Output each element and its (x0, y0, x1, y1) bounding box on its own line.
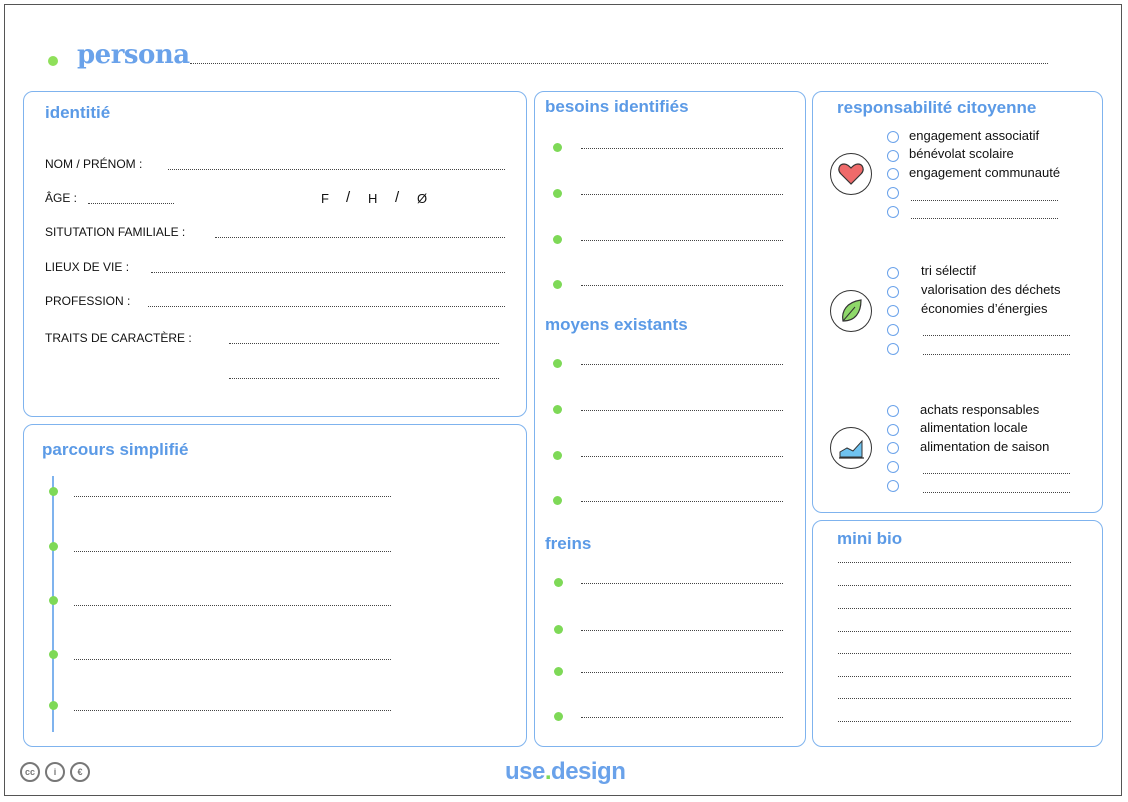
bullet-dot (553, 405, 562, 414)
minibio-title: mini bio (837, 529, 903, 548)
option-label: achats responsables (920, 402, 1040, 417)
barrier-field[interactable] (581, 672, 783, 673)
barrier-field[interactable] (581, 717, 783, 718)
option-label: valorisation des déchets (921, 282, 1061, 297)
bullet-dot (553, 143, 562, 152)
places-label: LIEUX DE VIE : (45, 260, 130, 274)
checkbox[interactable] (887, 461, 899, 473)
header-bullet (48, 56, 58, 66)
means-field[interactable] (581, 410, 783, 411)
journey-panel (23, 424, 527, 747)
means-field[interactable] (581, 501, 783, 502)
option-label: alimentation locale (920, 420, 1028, 435)
journey-step-field[interactable] (74, 605, 391, 606)
checkbox[interactable] (887, 324, 899, 336)
age-field[interactable] (88, 203, 174, 204)
bullet-dot (553, 280, 562, 289)
footer-logo (505, 758, 625, 786)
checkbox[interactable] (887, 405, 899, 417)
checkbox[interactable] (887, 267, 899, 279)
option-label: engagement communauté (909, 165, 1061, 180)
option-label: engagement associatif (909, 128, 1040, 143)
bio-line[interactable] (838, 653, 1071, 654)
checkbox[interactable] (887, 286, 899, 298)
timeline-dot (49, 650, 58, 659)
timeline-dot (49, 542, 58, 551)
means-field[interactable] (581, 364, 783, 365)
places-field[interactable] (151, 272, 505, 273)
bio-line[interactable] (838, 676, 1071, 677)
option-field[interactable] (923, 473, 1070, 474)
option-label: bénévolat scolaire (909, 146, 1014, 161)
bullet-dot (553, 451, 562, 460)
traits-field[interactable] (229, 378, 499, 379)
needs-title: besoins identifiés (545, 97, 689, 116)
family-field[interactable] (215, 237, 505, 238)
gender-h[interactable]: H (368, 191, 378, 206)
bullet-dot (553, 189, 562, 198)
checkbox[interactable] (887, 150, 899, 162)
gender-f[interactable]: F (321, 191, 329, 206)
identity-title: identitié (45, 103, 111, 122)
persona-name-line[interactable] (190, 63, 1048, 64)
option-field[interactable] (923, 492, 1070, 493)
option-field[interactable] (911, 218, 1058, 219)
option-field[interactable] (923, 335, 1070, 336)
checkbox[interactable] (887, 442, 899, 454)
checkbox[interactable] (887, 424, 899, 436)
logo-dot: . (544, 758, 552, 785)
profession-label: PROFESSION : (45, 294, 131, 308)
bullet-dot (554, 578, 563, 587)
traits-field[interactable] (229, 343, 499, 344)
noncommercial-icon: € (70, 762, 90, 782)
bio-line[interactable] (838, 631, 1071, 632)
bio-line[interactable] (838, 721, 1071, 722)
age-label: ÂGE : (45, 191, 78, 205)
option-label: économies d’énergies (921, 301, 1048, 316)
name-label: NOM / PRÉNOM : (45, 157, 143, 171)
page-title: persona (77, 40, 190, 70)
cc-license-icon: cc (20, 762, 40, 782)
minibio-panel (812, 520, 1103, 747)
option-label: alimentation de saison (920, 439, 1050, 454)
journey-step-field[interactable] (74, 551, 391, 552)
checkbox[interactable] (887, 206, 899, 218)
need-field[interactable] (581, 240, 783, 241)
need-field[interactable] (581, 285, 783, 286)
checkbox[interactable] (887, 480, 899, 492)
journey-step-field[interactable] (74, 710, 391, 711)
bio-line[interactable] (838, 562, 1071, 563)
barrier-field[interactable] (581, 583, 783, 584)
bio-line[interactable] (838, 698, 1071, 699)
journey-step-field[interactable] (74, 496, 391, 497)
timeline-dot (49, 701, 58, 710)
leaf-icon (830, 290, 872, 332)
logo-prefix: use (505, 758, 545, 785)
means-field[interactable] (581, 456, 783, 457)
timeline-dot (49, 596, 58, 605)
bullet-dot (554, 625, 563, 634)
bullet-dot (554, 667, 563, 676)
citizen-title: responsabilité citoyenne (837, 98, 1037, 117)
option-field[interactable] (923, 354, 1070, 355)
option-label: tri sélectif (921, 263, 976, 278)
needs-panel (534, 91, 806, 747)
means-title: moyens existants (545, 315, 688, 334)
gender-separator: / (346, 189, 351, 206)
attribution-icon: i (45, 762, 65, 782)
bio-line[interactable] (838, 608, 1071, 609)
checkbox[interactable] (887, 305, 899, 317)
checkbox[interactable] (887, 131, 899, 143)
need-field[interactable] (581, 148, 783, 149)
identity-panel (23, 91, 527, 417)
traits-label: TRAITS DE CARACTÈRE : (45, 331, 192, 345)
journey-step-field[interactable] (74, 659, 391, 660)
chart-icon (830, 427, 872, 469)
gender-none[interactable]: Ø (417, 191, 428, 206)
checkbox[interactable] (887, 168, 899, 180)
need-field[interactable] (581, 194, 783, 195)
family-label: SITUTATION FAMILIALE : (45, 225, 186, 239)
bullet-dot (553, 235, 562, 244)
logo-suffix: design (551, 758, 626, 785)
name-field[interactable] (168, 169, 505, 170)
gender-separator: / (395, 189, 400, 206)
profession-field[interactable] (148, 306, 505, 307)
barrier-field[interactable] (581, 630, 783, 631)
heart-icon (830, 153, 872, 195)
timeline-dot (49, 487, 58, 496)
checkbox[interactable] (887, 187, 899, 199)
bullet-dot (554, 712, 563, 721)
bullet-dot (553, 496, 562, 505)
option-field[interactable] (911, 200, 1058, 201)
barriers-title: freins (545, 534, 592, 553)
bio-line[interactable] (838, 585, 1071, 586)
journey-title: parcours simplifié (42, 440, 189, 459)
bullet-dot (553, 359, 562, 368)
checkbox[interactable] (887, 343, 899, 355)
